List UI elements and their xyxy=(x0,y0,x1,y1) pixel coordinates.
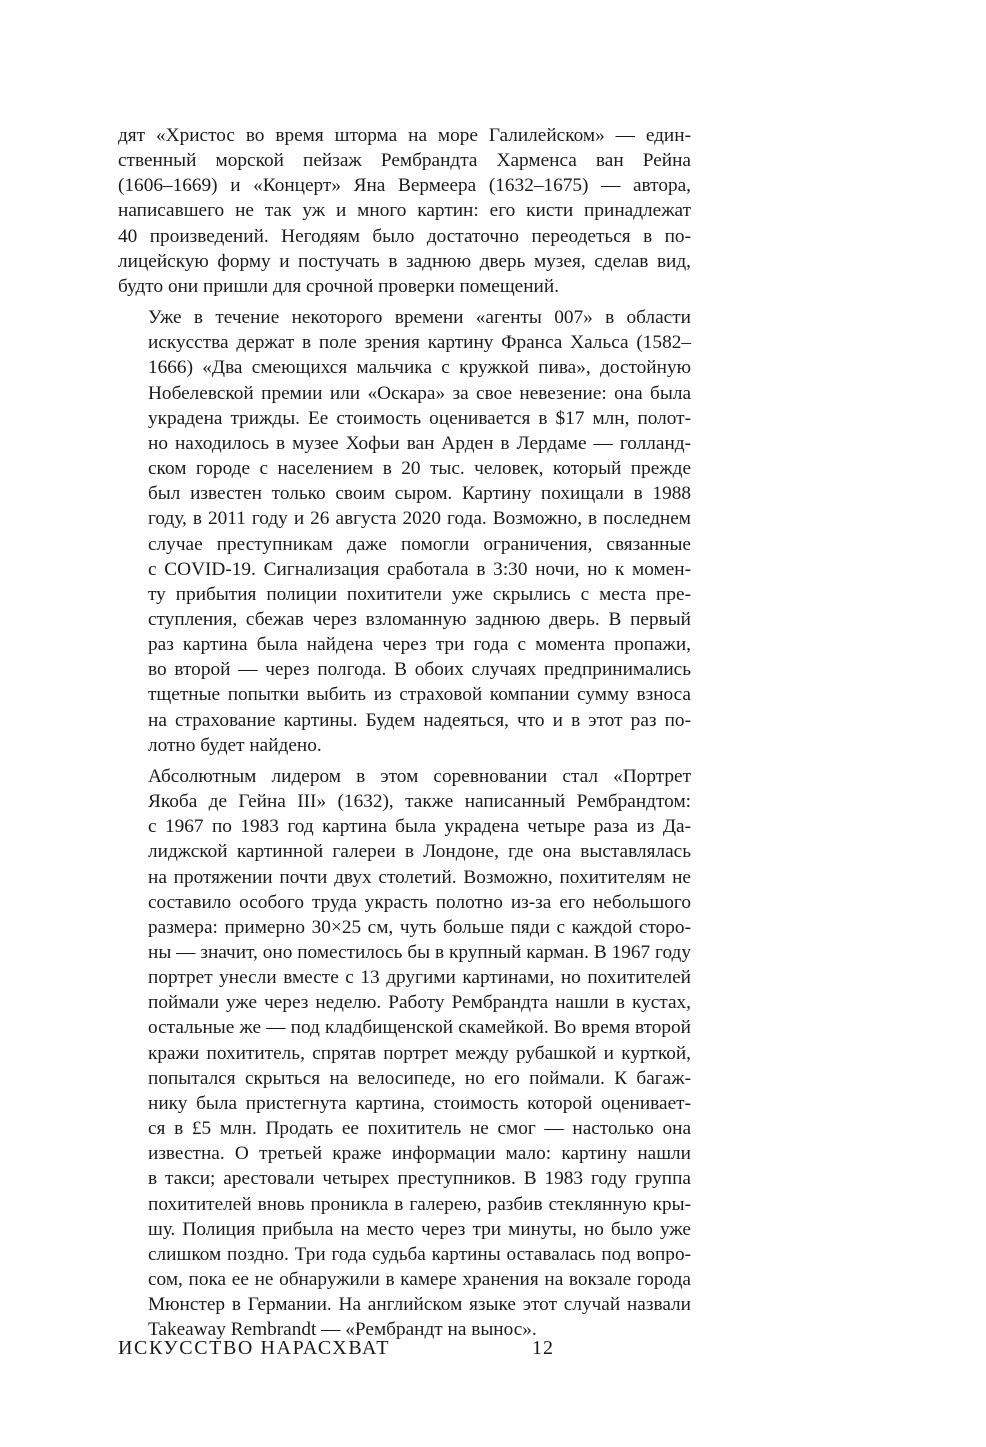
text-line: на протяжении почти двух столетий. Возможно, похитителям не xyxy=(148,866,691,888)
text-line: портрет унесли вместе с 13 другими картинами, но похитителей xyxy=(148,967,691,989)
text-line: шу. Полиция прибыла на место через три минуты, но было уже xyxy=(148,1218,691,1240)
text-line: Нобелевской премии или «Оскара» за свое невезение: она была xyxy=(148,382,691,404)
text-line: размера: примерно 30×25 см, чуть больше пяди с каждой сторо- xyxy=(148,916,691,938)
text-line: лотно будет найдено. xyxy=(148,734,322,756)
text-line: ступления, сбежав через взломанную заднюю дверь. В первый xyxy=(148,608,691,630)
text-line: Абсолютным лидером в этом соревновании стал «Портрет xyxy=(148,765,691,787)
page-footer xyxy=(118,1337,691,1367)
text-line: во второй — через полгода. В обоих случаях предпринимались xyxy=(148,659,691,681)
text-line: попытался скрыться на велосипеде, но его поймали. К багаж- xyxy=(148,1067,691,1089)
text-line: кражи похититель, спрятав портрет между рубашкой и курткой, xyxy=(148,1042,691,1064)
text-line: ны — значит, оно поместилось бы в крупный карман. В 1967 году xyxy=(148,942,691,963)
text-line: Якоба де Гейна III» (1632), также написанный Рембрандтом: xyxy=(148,791,691,813)
text-line: в такси; арестовали четырех преступников. В 1983 году группа xyxy=(148,1168,691,1190)
text-line: дят «Христос во время шторма на море Галилейском» — един- xyxy=(118,125,691,146)
text-line: поймали уже через неделю. Работу Рембрандта нашли в кустах, xyxy=(148,992,691,1014)
text-line: году, в 2011 году и 26 августа 2020 года. Возможно, в последнем xyxy=(148,508,691,530)
text-line: лиджской картинной галереи в Лондоне, где она выставлялась xyxy=(148,841,691,863)
text-line: Мюнстер в Германии. На английском языке этот случай назвали xyxy=(148,1294,691,1316)
running-footer-title: ИСКУССТВО НАРАСХВАТ xyxy=(118,1337,391,1359)
text-line: с 1967 по 1983 год картина была украдена четыре раза из Да- xyxy=(148,816,691,838)
text-line: написавшего не так уж и много картин: его кисти принадлежат xyxy=(118,200,691,222)
text-line: составило особого труда украсть полотно из-за его небольшого xyxy=(148,891,691,913)
text-line: 1666) «Два смеющихся мальчика с кружкой пива», достойную xyxy=(148,357,691,379)
paragraph-2 xyxy=(118,305,691,758)
text-line: ственный морской пейзаж Рембрандта Харменса ван Рейна xyxy=(118,150,691,172)
text-line: похитителей вновь проникла в галерею, разбив стеклянную кры- xyxy=(148,1193,691,1215)
text-line: сом, пока ее не обнаружили в камере хранения на вокзале города xyxy=(148,1269,691,1291)
text-line: 40 произведений. Негодяям было достаточно переодеться в по- xyxy=(118,225,691,247)
text-line: искусства держат в поле зрения картину Франса Хальса (1582– xyxy=(148,332,691,354)
text-line: будто они пришли для срочной проверки помещений. xyxy=(118,275,560,297)
text-line: случае преступникам даже помогли ограничения, связанные xyxy=(148,533,691,555)
text-line: с COVID-19. Сигнализация сработала в 3:30 ночи, но к момен- xyxy=(148,558,691,580)
text-line: но находилось в музее Хофьи ван Арден в Лердаме — голланд- xyxy=(148,432,691,454)
text-line: остальные же — под кладбищенской скамейкой. Во время второй xyxy=(148,1017,691,1039)
text-line: Уже в течение некоторого времени «агенты 007» в области xyxy=(148,307,691,329)
text-line: Takeaway Rembrandt — «Рембрандт на вынос». xyxy=(148,1319,537,1341)
body-text xyxy=(118,123,691,1343)
text-line: украдена трижды. Ее стоимость оценивается в $17 млн, полот- xyxy=(148,407,691,429)
text-line: лицейскую форму и постучать в заднюю дверь музея, сделав вид, xyxy=(118,250,691,272)
text-line: на страхование картины. Будем надеяться, что и в этот раз по- xyxy=(148,709,691,731)
text-line: тщетные попытки выбить из страховой компании сумму взноса xyxy=(148,684,691,706)
text-line: ся в £5 млн. Продать ее похититель не смог — настолько она xyxy=(148,1118,691,1140)
paragraph-3 xyxy=(118,764,691,1343)
text-line: ту прибытия полиции похитители уже скрылись с места пре- xyxy=(148,583,691,605)
paragraph-1 xyxy=(118,123,691,299)
text-line: слишком поздно. Три года судьба картины оставалась под вопро- xyxy=(148,1243,691,1265)
text-line: известна. О третьей краже информации мало: картину нашли xyxy=(148,1143,691,1165)
text-line: нику была пристегнута картина, стоимость которой оценивает- xyxy=(148,1092,691,1114)
text-line: был известен только своим сыром. Картину похищали в 1988 xyxy=(148,483,691,505)
text-line: (1606–1669) и «Концерт» Яна Вермеера (1632–1675) — автора, xyxy=(118,175,691,197)
page-number: 12 xyxy=(532,1337,554,1359)
text-line: раз картина была найдена через три года с момента пропажи, xyxy=(148,634,691,656)
text-line: ском городе с населением в 20 тыс. человек, который прежде xyxy=(148,458,691,480)
